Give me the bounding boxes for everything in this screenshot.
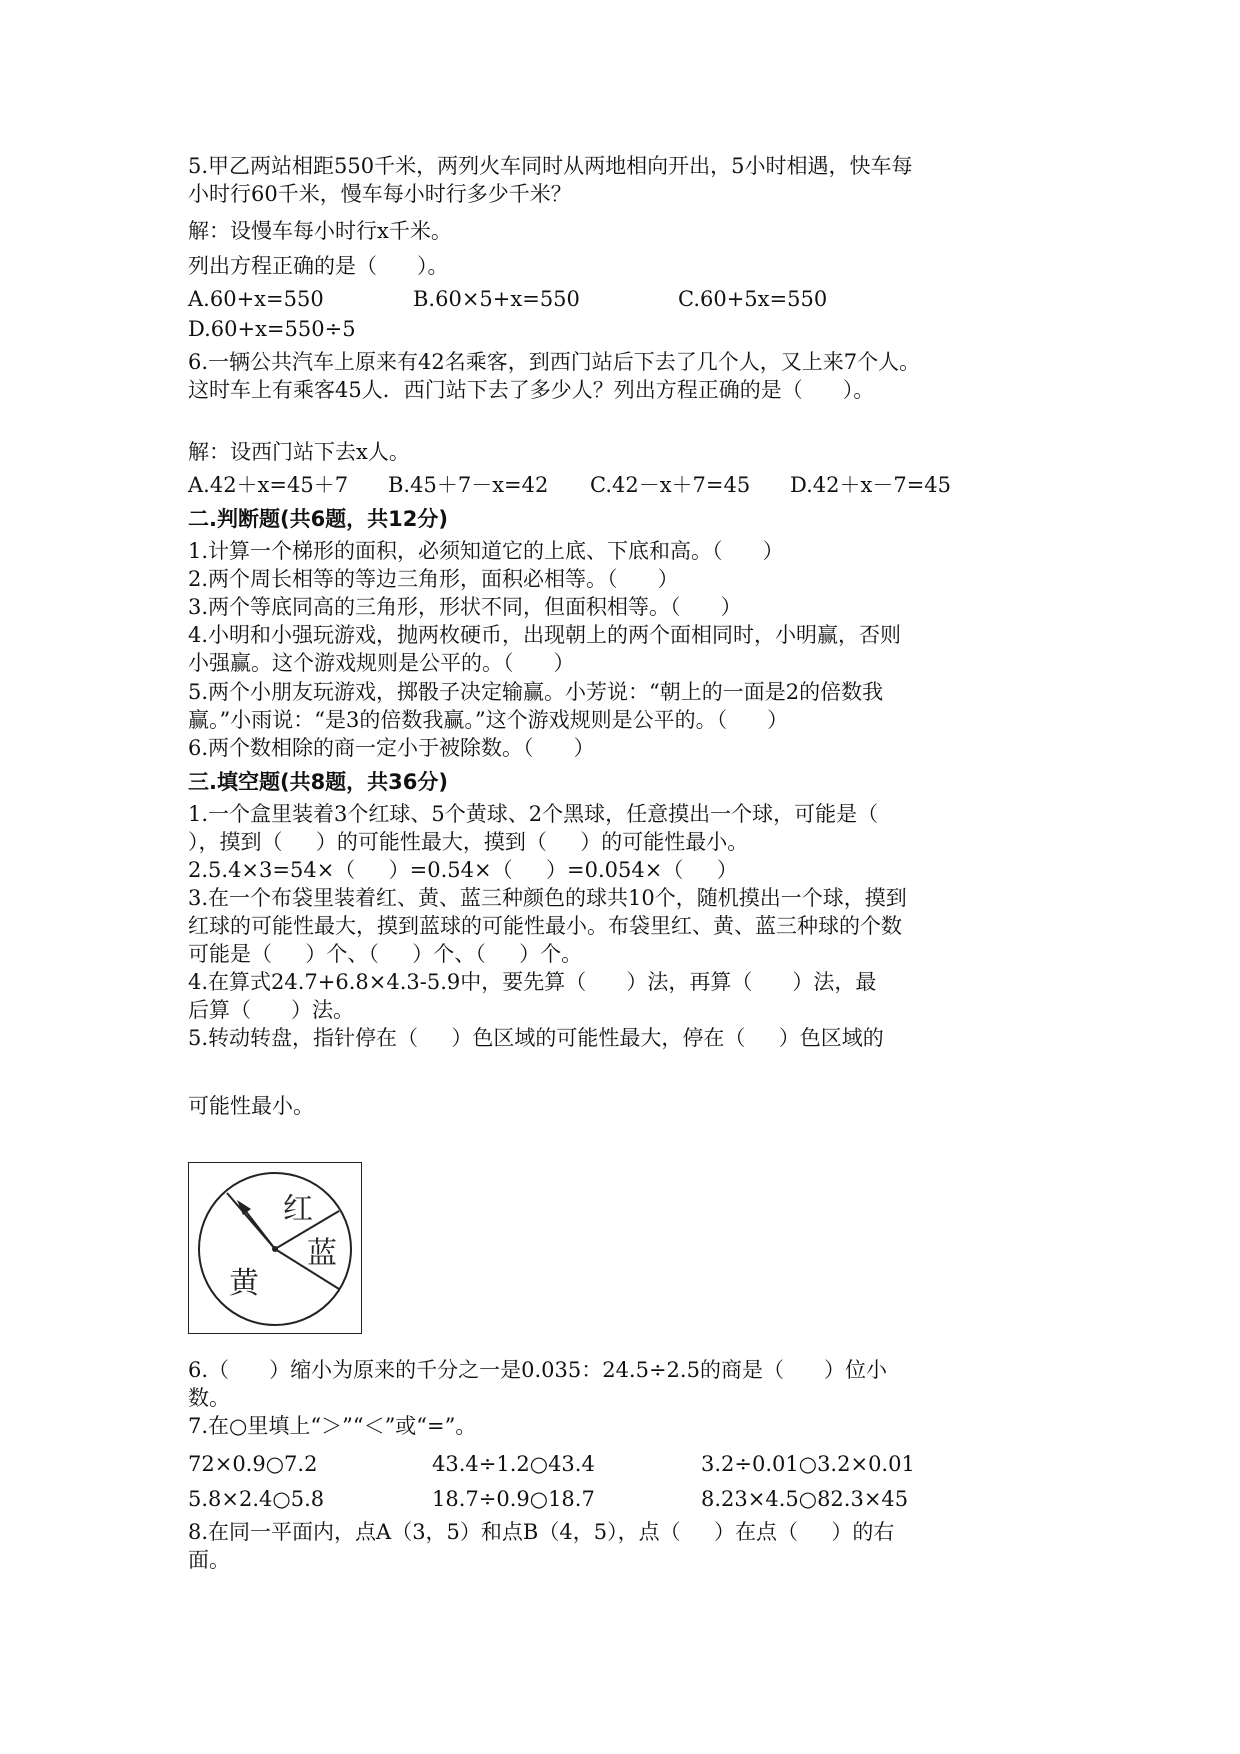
compare-item: 8.23×4.5○82.3×45: [701, 1487, 909, 1511]
fill-line: 可能性最小。: [188, 1094, 314, 1118]
q6-option-b: B.45＋7－x=42: [388, 473, 549, 497]
judgement-line: 6.两个数相除的商一定小于被除数。（ ）: [188, 736, 595, 760]
judgement-line: 小强赢。这个游戏规则是公平的。（ ）: [188, 651, 575, 675]
compare-item: 5.8×2.4○5.8: [188, 1487, 325, 1511]
judgement-line: 4.小明和小强玩游戏，抛两枚硬币，出现朝上的两个面相同时，小明赢，否则: [188, 623, 902, 647]
judgement-line: 3.两个等底同高的三角形，形状不同，但面积相等。（ ）: [188, 595, 742, 619]
fill-line: 3.在一个布袋里装着红、黄、蓝三种颜色的球共10个，随机摸出一个球，摸到: [188, 886, 907, 910]
fill-line: 面。: [188, 1548, 230, 1572]
q5-question: 列出方程正确的是（ ）。: [188, 254, 449, 278]
fill-line: ），摸到（ ）的可能性最大，摸到（ ）的可能性最小。: [188, 830, 749, 854]
q5-solution: 解：设慢车每小时行x千米。: [188, 219, 452, 243]
section-title-judgement: 二.判断题(共6题，共12分): [188, 507, 449, 531]
q5-option-b: B.60×5+x=550: [413, 287, 580, 311]
judgement-line: 1.计算一个梯形的面积，必须知道它的上底、下底和高。（ ）: [188, 539, 784, 563]
fill-line: 4.在算式24.7+6.8×4.3-5.9中，要先算（ ）法，再算（ ）法，最: [188, 970, 877, 994]
fill-line: 后算（ ）法。: [188, 998, 355, 1022]
fill-line: 2.5.4×3=54×（ ）=0.54×（ ）=0.054×（ ）: [188, 858, 738, 882]
fill-line: 红球的可能性最大，摸到蓝球的可能性最小。布袋里红、黄、蓝三种球的个数: [188, 914, 902, 938]
spinner-label-red: 红: [283, 1192, 313, 1227]
judgement-line: 赢。”小雨说：“是3的倍数我赢。”这个游戏规则是公平的。（ ）: [188, 708, 789, 732]
judgement-line: 5.两个小朋友玩游戏，掷骰子决定输赢。小芳说：“朝上的一面是2的倍数我: [188, 680, 884, 704]
pointer-pivot: [272, 1246, 278, 1252]
fill-line: 5.转动转盘，指针停在（ ）色区域的可能性最大，停在（ ）色区域的: [188, 1026, 884, 1050]
compare-item: 18.7÷0.9○18.7: [432, 1487, 595, 1511]
q6-solution: 解：设西门站下去x人。: [188, 440, 410, 464]
q6-text-line2: 这时车上有乘客45人．西门站下去了多少人？列出方程正确的是（ ）。: [188, 378, 875, 402]
compare-item: 72×0.9○7.2: [188, 1452, 318, 1476]
spinner-label-yellow: 黄: [229, 1266, 259, 1301]
q6-option-d: D.42＋x－7=45: [790, 473, 952, 497]
fill-line: 1.一个盒里装着3个红球、5个黄球、2个黑球，任意摸出一个球，可能是（: [188, 802, 879, 826]
judgement-line: 2.两个周长相等的等边三角形，面积必相等。（ ）: [188, 567, 679, 591]
q5-option-a: A.60+x=550: [188, 287, 324, 311]
fill-line: 8.在同一平面内，点A（3，5）和点B（4，5），点（ ）在点（ ）的右: [188, 1520, 895, 1544]
pointer-shaft: [244, 1209, 275, 1249]
compare-item: 3.2÷0.01○3.2×0.01: [701, 1452, 915, 1476]
section-title-fill-in: 三.填空题(共8题，共36分): [188, 770, 449, 794]
q5-text-line1: 5.甲乙两站相距550千米，两列火车同时从两地相向开出，5小时相遇，快车每: [188, 154, 913, 178]
q5-text-line2: 小时行60千米，慢车每小时行多少千米？: [188, 182, 572, 206]
spinner-label-blue: 蓝: [307, 1236, 337, 1271]
compare-item: 43.4÷1.2○43.4: [432, 1452, 595, 1476]
fill-line: 7.在○里填上“＞”“＜”或“=”。: [188, 1414, 477, 1438]
spinner-figure: [188, 1162, 362, 1334]
q5-option-c: C.60+5x=550: [678, 287, 828, 311]
fill-line: 6.（ ）缩小为原来的千分之一是0.035：24.5÷2.5的商是（ ）位小: [188, 1358, 888, 1382]
fill-line: 数。: [188, 1386, 230, 1410]
spinner-diagram: [189, 1163, 360, 1332]
q6-text-line1: 6.一辆公共汽车上原来有42名乘客，到西门站后下去了几个人，又上来7个人。: [188, 350, 921, 374]
q6-option-c: C.42－x＋7=45: [590, 473, 751, 497]
q5-option-d: D.60+x=550÷5: [188, 317, 356, 341]
q6-option-a: A.42＋x=45＋7: [188, 473, 349, 497]
fill-line: 可能是（ ）个、（ ）个、（ ）个。: [188, 942, 583, 966]
